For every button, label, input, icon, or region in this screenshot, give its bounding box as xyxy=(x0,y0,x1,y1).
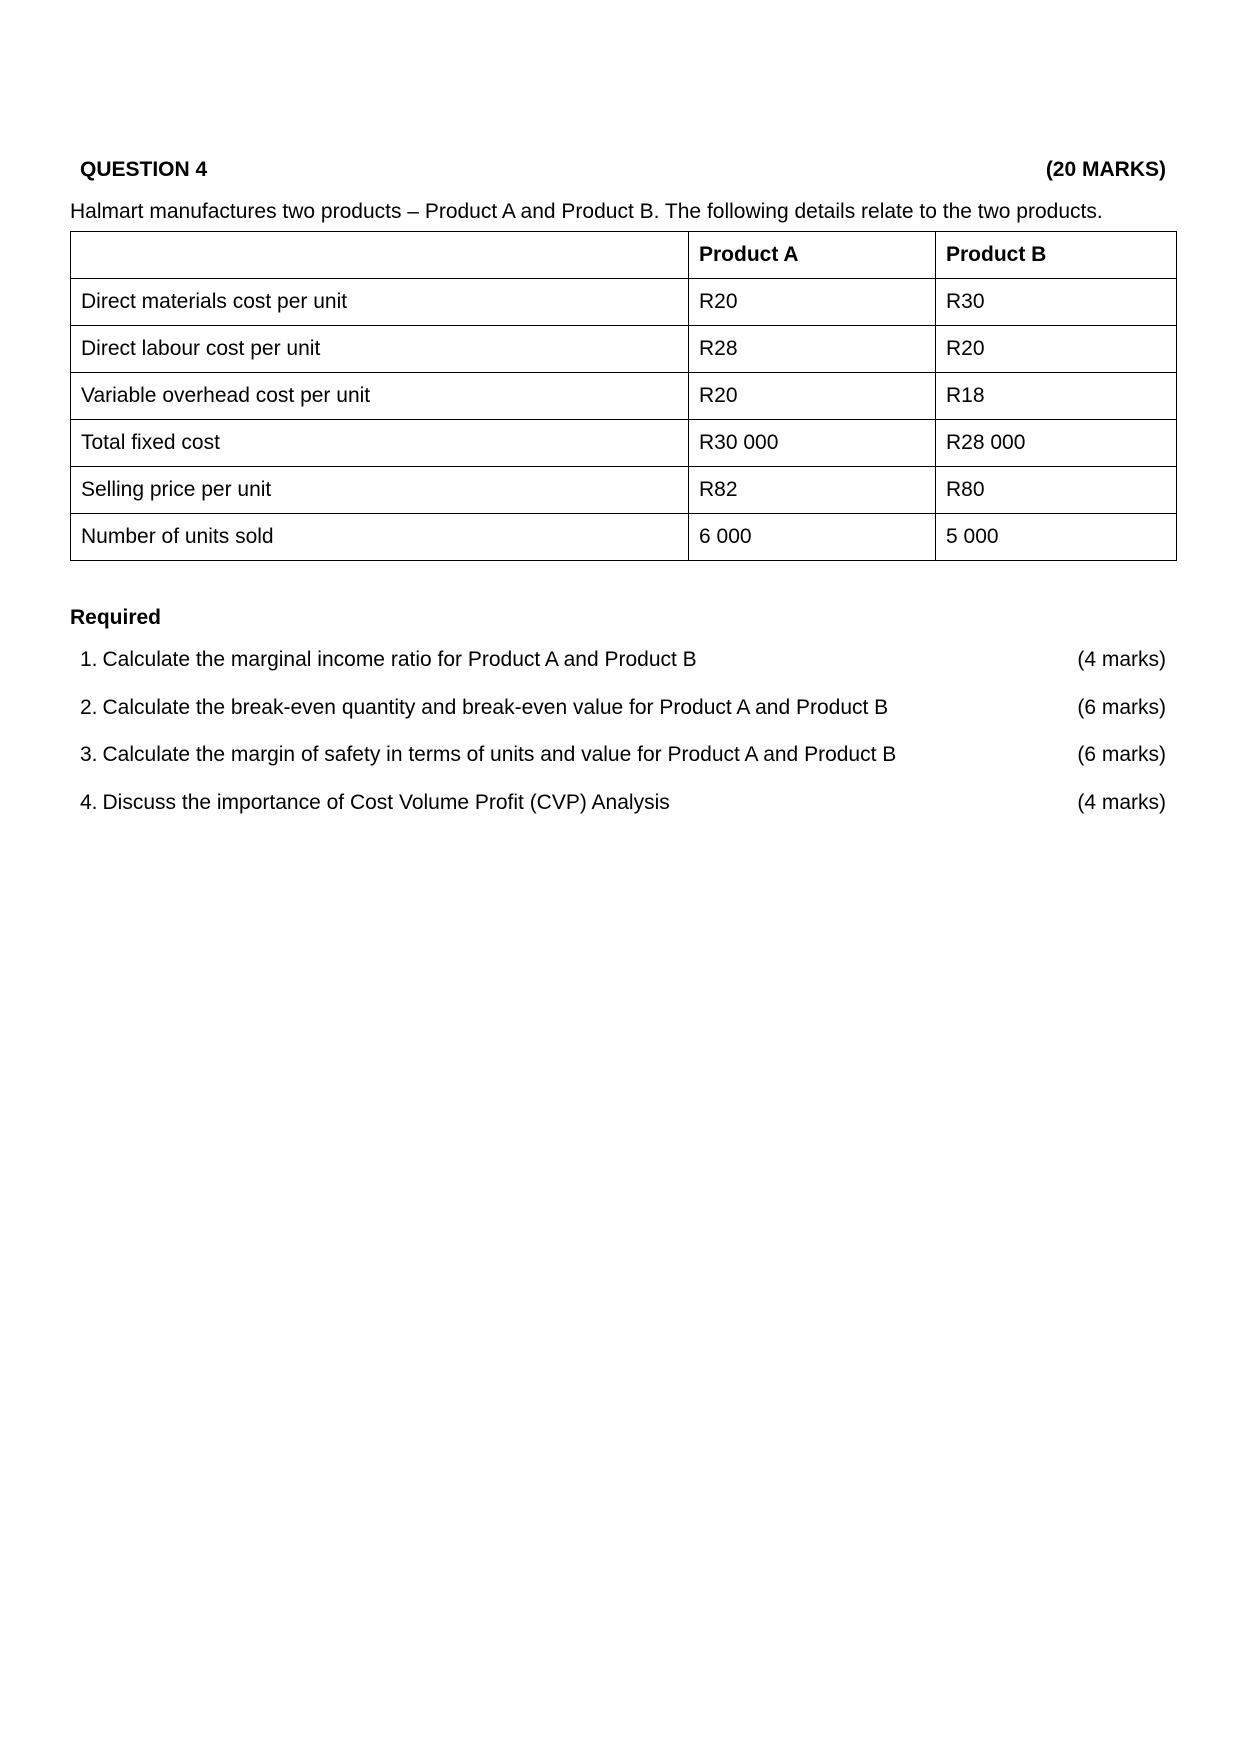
required-item-number: 4. xyxy=(80,790,98,814)
row-label: Selling price per unit xyxy=(71,467,689,514)
table-header-row xyxy=(71,232,1177,279)
header-cell-blank xyxy=(71,232,689,279)
required-item-description: Calculate the margin of safety in terms of units and value for Product A and Product B xyxy=(102,743,897,766)
table-row xyxy=(71,279,1177,326)
required-item-number: 3. xyxy=(80,743,98,766)
required-item-marks: (6 marks) xyxy=(1077,743,1166,766)
product-a-value: 6 000 xyxy=(689,514,936,561)
product-a-value: R28 xyxy=(689,326,936,373)
required-item-number: 1. xyxy=(80,648,98,671)
table-row xyxy=(71,467,1177,514)
required-item-marks: (6 marks) xyxy=(1077,695,1166,719)
list-item xyxy=(80,696,1166,744)
product-a-value: R20 xyxy=(689,279,936,326)
table-row xyxy=(71,373,1177,420)
required-item-description: Calculate the break-even quantity and break-even value for Product A and Product B xyxy=(102,695,889,719)
required-item-text xyxy=(80,696,888,720)
product-b-value: R28 000 xyxy=(936,420,1177,467)
row-label: Variable overhead cost per unit xyxy=(71,373,689,420)
product-a-value: R20 xyxy=(689,373,936,420)
list-item xyxy=(80,743,1166,791)
question-intro: Halmart manufactures two products – Product A and Product B. The following details relate to the two products. xyxy=(70,200,1103,223)
required-heading: Required xyxy=(70,606,162,629)
row-label: Total fixed cost xyxy=(71,420,689,467)
table-row xyxy=(71,420,1177,467)
header-product-b: Product B xyxy=(936,232,1177,279)
required-item-description: Discuss the importance of Cost Volume Profit (CVP) Analysis xyxy=(102,790,670,814)
product-a-value: R30 000 xyxy=(689,420,936,467)
product-details-table xyxy=(70,231,1177,561)
row-label: Number of units sold xyxy=(71,514,689,561)
row-label: Direct materials cost per unit xyxy=(71,279,689,326)
question-title: QUESTION 4 xyxy=(80,158,208,181)
required-item-marks: (4 marks) xyxy=(1077,648,1166,671)
table-row xyxy=(71,514,1177,561)
required-item-text xyxy=(80,743,896,767)
required-item-text xyxy=(80,791,670,815)
product-b-value: 5 000 xyxy=(936,514,1177,561)
product-b-value: R30 xyxy=(936,279,1177,326)
required-item-text xyxy=(80,648,697,672)
header-product-a: Product A xyxy=(689,232,936,279)
required-item-number: 2. xyxy=(80,695,98,719)
question-header xyxy=(80,158,1166,182)
product-b-value: R20 xyxy=(936,326,1177,373)
product-a-value: R82 xyxy=(689,467,936,514)
product-b-value: R18 xyxy=(936,373,1177,420)
row-label: Direct labour cost per unit xyxy=(71,326,689,373)
required-list xyxy=(80,648,1166,838)
required-item-description: Calculate the marginal income ratio for Product A and Product B xyxy=(102,648,697,671)
required-item-marks: (4 marks) xyxy=(1077,790,1166,814)
product-b-value: R80 xyxy=(936,467,1177,514)
list-item xyxy=(80,648,1166,696)
list-item xyxy=(80,791,1166,839)
question-marks: (20 MARKS) xyxy=(1045,158,1166,181)
table-row xyxy=(71,326,1177,373)
